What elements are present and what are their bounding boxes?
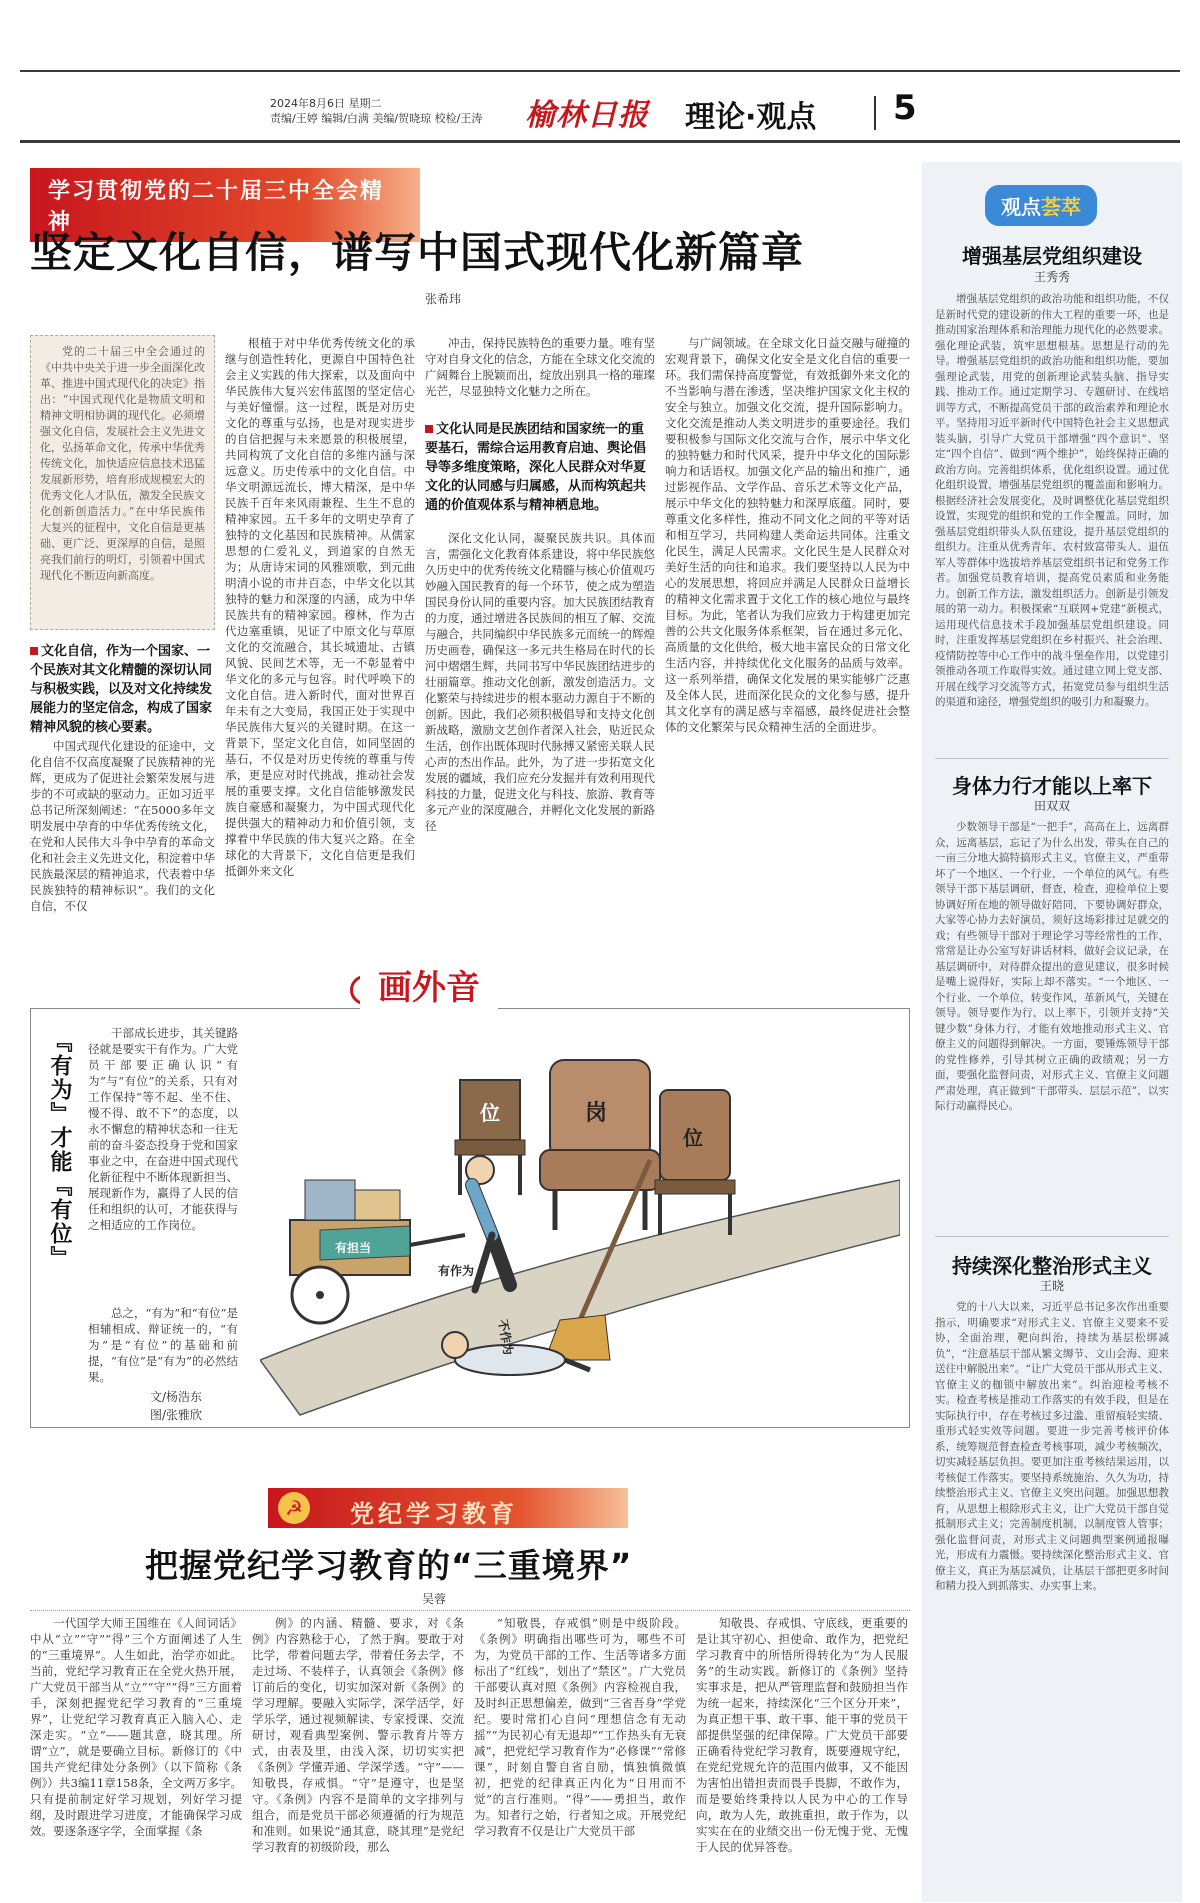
party-article-author: 吴蓉 [422,1592,447,1606]
cartoon-text-1 [88,1025,238,1305]
sidebar-article-1-text: 增强基层党组织的政治功能和组织功能，不仅是新时代党的建设新的伟大工程的重要一环，也是推动国家治理体系和治理能力现代化的必然要求。强化理论武装，筑牢思想根基。思想是行动的先导。增强基层党组织的政治功能和组织功能，要加强理论武装，用党的创新理论武装头脑、指导实践、推动工作。通过定期学习、专题研讨、在线培训等方式，不断提高党员干部的政治素养和理论水平。坚持用习近平新时代中国特色社会主义思想武装头脑，引导广大党员干部增强“四个意识”、坚定“四个自信”、做到“两个维护”，始终保持正确的政治方向。完善组织体系，优化组织设置。通过优化组织设置，增强基层党组织的覆盖面和影响力。根据经济社会发展变化，及时调整优化基层党组织设置，实现党的组织和党的工作全覆盖。同时，加强基层党组织带头人队伍建设，提升基层党组织的组织力。注重从优秀青年、农村致富带头人、退伍军人等群体中选拔培养基层党组织书记和党务工作者。加强党员教育培训，提高党员素质和业务能力。创新工作方法，激发组织活力。创新是引领发展的第一动力。积极探索“互联网+党建”新模式，运用现代信息技术手段加强基层党组织建设。同时，注重发挥基层党组织在乡村振兴、社会治理、疫情防控等中心工作中的战斗堡垒作用，以党建引领推动各项工作取得实效。通过建立网上党支部、开展在线学习交流等方式，拓宽党员参与组织生活的渠道和途径，增强党组织的吸引力和凝聚力。 [935,293,1169,708]
cartoon-text-1-body: 干部成长进步，其关键路径就是要实干有作为。广大党员干部要正确认识“有为”与“有位”的关系，只有对工作保持“等不起、坐不住、慢不得、敢不下”的态度，以永不懈怠的精神状态和一往无前的奋斗姿态投身于党和国家事业之中，在奋进中国式现代化新征程中不断体现新担当、展现新作为，赢得了人民的信任和组织的认可，才能获得与之相适应的工作岗位。 [88,1026,238,1232]
main-article-abstract [30,335,215,630]
chair-left-label: 位 [480,1101,500,1125]
chair-right-icon [655,1090,735,1235]
editor-credits: 责编/王婷 编辑/白满 美编/贺晓琼 校检/王涛 [270,112,483,125]
cartoon-text-2-body: 总之，“有为”和“有位”是相辅相成、辩证统一的，“有为”是“有位”的基础和前提，“有位”是“有为”的必然结果。 [88,1306,238,1384]
party-col-3-text: “知敬畏，存戒惧”则是中级阶段。《条例》明确指出哪些可为，哪些不可为，为党员干部的工作、生活等诸多方面标出了“红线”，划出了“禁区”。广大党员干部要认真对照《条例》内容检视自我，及时纠正思想偏差，做到“三省吾身”学党纪。要时常扪心自问“理想信念有无动摇”“为民初心有无退却”“工作热头有无衰减”，把党纪学习教育作为“必修课”“常修课”，时刻自警自省自励，慎独慎微慎初，把党的纪律真正内化为“日用而不觉”的言行准则。“得”——勇担当，敢作为。知者行之始，行者知之成。开展党纪学习教育不仅是让广大党员干部 [474,1616,686,1838]
cartoon-text-credit: 文/杨浩东 [150,1390,203,1404]
cartoon-illustration [260,1030,900,1420]
sidebar-badge-right: 荟萃 [1041,195,1081,219]
party-col-2-text: 例》的内涵、精髓、要求，对《条例》内容熟稔于心，了然于胸。要敢于对比学，带着问题去学，带着任务去学，不走过场、不装样子，认真领会《条例》修订前后的变化，切实加深对新《条例》的学习理解。要融入实际学，深学活学，好学乐学，通过视频解读、专家授课、交流研讨，观看典型案例、警示教育片等方式，由表及里，由浅入深，切切实实把《条例》学懂弄通、学深学透。“守”——知敬畏，存戒惧。“守”是遵守，也是坚守。《条例》内容不是简单的文字排列与组合，而是党员干部必须遵循的行为规范和准则。如果说“通其意，晓其理”是党纪学习教育的初级阶段，那么 [252,1616,464,1854]
header-rule [20,140,1180,143]
party-article-title: 把握党纪学习教育的“三重境界” [145,1546,633,1585]
sidebar-article-3-title: 持续深化整治形式主义 [952,1254,1152,1278]
lead-marker-icon [30,647,38,655]
chair-mid-label: 岗 [585,1101,608,1126]
main-col-2-text: 根植于对中华优秀传统文化的承继与创造性转化，更源自中国特色社会主义实践的伟大探索，以及面向中华民族伟大复兴宏伟蓝图的坚定信心与美好憧憬。这一过程，既是对历史文化的尊重与弘扬，也是对现实进步的自信把握与未来愿景的积极展望，共同构筑了文化自信的多维内涵与深远意义。历史传承中的文化自信。中华文明源远流长，博大精深，是中华民族千百年来风雨兼程、生生不息的精神家园。五千多年的文明史孕育了独特的文化基因和民族精神。从儒家思想的仁爱礼义，到道家的自然无为；从唐诗宋词的风雅颂歌，到元曲明清小说的市井百态，中华文化以其独特的魅力和深邃的内涵，成为中华民族共有的精神家园。穆林，作为古代边塞重镇，见证了中原文化与草原文化的交流融合，其长城遗址、古镇风貌、民间艺术等，无一不彰显着中华文化的多元与包容。时代呼唤下的文化自信。进入新时代，面对世界百年未有之大变局，我国正处于实现中华民族伟大复兴的关键时期。在这一背景下，坚定文化自信，如同坚固的基石，不仅是对历史传统的尊重与传承，更是应对时代挑战，推动社会发展的重要支撑。文化自信能够激发民族自豪感和凝聚力，为中国式现代化提供强大的精神动力和价值引领，支撑着中华民族的伟大复兴之路。在全球化的大背景下，文化自信更是我们抵御外来文化 [225,336,415,878]
party-article-badge [268,1488,628,1528]
sidebar-badge [985,185,1097,226]
issue-date: 2024年8月6日 星期二 [270,97,382,110]
cartoon-vertical-title: 『有为』才能『有位』 [47,1030,72,1270]
lead-statement-1 [30,642,215,737]
lead-statement-2 [425,420,655,515]
sidebar-article-2-author: 田双双 [1033,799,1070,813]
main-article-col-3b [425,530,655,938]
sidebar-badge-left: 观点 [1001,195,1041,219]
paper-masthead: 榆林日报 [525,98,649,133]
main-article-col-1 [30,738,215,938]
sidebar-article-1-body [935,292,1169,747]
sidebar-article-2-body [935,820,1169,1225]
main-col-4-text: 与广阔领域。在全球文化日益交融与碰撞的宏观背景下，确保文化安全是文化自信的重要一环。我们需保持高度警觉，有效抵御外来文化的不当影响与潜在渗透，坚决维护国家文化主权的安全与独立。加强文化交流，提升国际影响力。文化交流是推动人类文明进步的重要途径。我们要积极参与国际文化交流与合作，展示中华文化的独特魅力和时代风采，提升中华文化的国际影响力和话语权。加强文化产品的输出和推广，通过影视作品、文学作品、音乐艺术等文化产品，展示中华文化的独特魅力和深厚底蕴。同时，要尊重文化多样性，推动不同文化之间的平等对话和相互学习，共同构建人类命运共同体。注重文化民生，满足人民需求。文化民生是人民群众对美好生活的向往和追求。我们要坚持以人民为中心的发展思想，将回应并满足人民群众日益增长的精神文化需求置于文化工作的核心地位与最终目标。为此，笔者认为我们应致力于构建更加完善的公共文化服务体系框架，旨在通过多元化、高质量的文化供给，极大地丰富民众的日常文化生活内容，并持续优化文化服务的品质与效率。这一系列举措，确保文化发展的果实能够广泛惠及全体人民，进而深化民众的文化参与感，提升其文化享有的满足感与幸福感，最终促进社会整体的文化繁荣与民众精神生活的全面进步。 [665,336,910,734]
party-article-col-4 [696,1615,908,1895]
sidebar-article-3-author: 王晓 [1039,1279,1064,1293]
party-article-col-2 [252,1615,464,1895]
lead-text-2: 文化认同是民族团结和国家统一的重要基石，需综合运用教育启迪、舆论倡导等多维度策略，深化人民群众对华夏文化的认同感与归属感，从而构筑起共通的价值观体系与精神栖息地。 [425,422,647,513]
cartoon-image-credit: 图/张雅欣 [150,1408,203,1422]
page-number: 5 [893,88,917,128]
sidebar-article-2-text: 少数领导干部是“一把手”，高高在上，远离群众，远离基层，忘记了为什么出发，带头在自己的一亩三分地大搞特搞形式主义，官僚主义，严重带坏了一个地区、一个行业，一个单位的风气。有些领导干部下基层调研，督查，检查，迎检单位上要协调好所在地的领导做好陪同，下要协调好群众，大家等心协力去好演员，须好这场彩排过足就交的戏；有些领导干部对于理论学习等经常性的工作，常常是让办公室写好讲话材料，做好会议记录，在基层调研中，对待群众提出的意见建议，很多时候是嘴上说得好，实际上却不落实。“一个地区、一个行业、一个单位，转变作风，革新风气，关键在领导。领导要作为行，以上率下，引领并支持“关键少数”身体力行，才能有效地推动形式主义、官僚主义的问题得到解决。一方面，要锤炼领导干部的党性修养，引导其树立正确的政绩观；另一方面，要强化监督问责，对形式主义、官僚主义问题严肃处理，真正做到“干部带头、层层示范”，以实际行动赢得民心。 [935,821,1169,1112]
sidebar-rule-2 [935,1236,1169,1237]
party-col-1-text: 一代国学大师王国维在《人间词话》中从“立”“守”“得”三个方面阐述了人生的“三重境界”。人生如此，治学亦如此。当前，党纪学习教育正在全党火热开展，广大党员干部当从“立”“守”“得”三方面着手，深刻把握党纪学习教育的“三重境界”，让党纪学习教育真正入脑入心、走深走实。“立”——题其意，晓其理。所谓“立”，就是要确立目标。新修订的《中国共产党纪律处分条例》（以下简称《条例》）共3编11章158条，全文两万多字。只有提前制定好学习规划，列好学习提纲，及时跟进学习进度，才能确保学习成效。要逐条逐字学，全面掌握《条 [30,1616,242,1838]
lead-text-1: 文化自信，作为一个国家、一个民族对其文化精髓的深切认同与积极实践，以及对文化持续发展能力的坚定信念，构成了国家精神风貌的核心要素。 [30,644,213,735]
main-col-1-text: 中国式现代化建设的征途中，文化自信不仅高度凝聚了民族精神的光辉，更成为了促进社会繁荣发展与进步的不可或缺的驱动力。正如习近平总书记所深刻阐述：“在5000多年文明发展中孕育的中华优秀传统文化，在党和人民伟大斗争中孕育的革命文化和社会主义先进文化，积淀着中华民族最深层的精神追求，代表着中华民族独特的精神标识”。我们的文化自信，不仅 [30,739,215,913]
sidebar-article-2-title: 身体力行才能以上率下 [952,774,1152,798]
main-article-col-4 [665,335,910,938]
main-article-title: 坚定文化自信，谱写中国式现代化新篇章 [30,228,805,277]
sidebar-article-1-title: 增强基层党组织建设 [962,244,1142,268]
cartoon-credits [150,1388,202,1424]
sidebar-article-1-author: 王秀秀 [1033,270,1070,284]
main-article-col-3a [425,335,655,415]
lead-marker-icon [425,425,433,433]
main-article-ribbon: 学习贯彻党的二十届三中全会精神 [30,168,420,242]
abstract-text: 党的二十届三中全会通过的《中共中央关于进一步全面深化改革、推进中国式现代化的决定》指出：“中国式现代化是物质文明和精神文明相协调的现代化。必须增强文化自信，发展社会主义先进文化，弘扬革命文化，传承中华优秀传统文化，加快适应信息技术迅猛发展新形势，培育形成规模宏大的优秀文化人才队伍，激发全民族文化创新创造活力。”在中华民族伟大复兴的征程中，文化自信是更基础、更广泛、更深厚的自信，是照亮我们前行的明灯，引领着中国式现代化不断迈向新高度。 [40,345,205,582]
header-separator [874,96,876,130]
lying-label: 不作为 [495,1318,516,1357]
main-article-author: 张希玮 [425,292,462,306]
top-rule [20,70,1180,72]
party-article-rule [30,1610,910,1611]
party-article-col-1 [30,1615,242,1895]
sidebar-article-3-text: 党的十八大以来，习近平总书记多次作出重要指示，明确要求“对形式主义、官僚主义要来不妥协，全面治理，靶向纠治，持续为基层松绑减负”，“注意基层干部从繁文缛节、文山会海、迎来送往中解脱出来”。“让广大党员干部从形式主义、官僚主义的枷锁中解放出来”。纠治迎检考核不实。检查考核是推动工作落实的有效手段，但是在实际执行中，存在考核过多过滥、重留痕轻实绩、重形式轻实效等问题。要进一步完善考核评价体系，统筹规范督查检查考核事项，减少考核频次，切实减轻基层负担。要更加注重考核结果运用，以考核促工作落实。要坚持系统施治、久久为功，持续整治形式主义、官僚主义突出问题。加强思想教育，从思想上根除形式主义，让广大党员干部自觉抵制形式主义；完善制度机制，以制度管人管事；强化监督问责，对形式主义问题典型案例通报曝光，形成有力震慑。要持续深化整治形式主义、官僚主义，真正为基层减负，让基层干部把更多时间和精力投入到抓落实、办实事上来。 [935,1301,1169,1592]
cart-label: 有担当 [335,1241,372,1255]
party-col-4-text: 知敬畏、存戒惧、守底线，更重要的是让其守初心、担使命、敢作为，把党纪学习教育中的所悟所得转化为“为人民服务”的生动实践。新修订的《条例》坚持实事求是，把从严管理监督和鼓励担当作为统一起来，持续深化“三个区分开来”，为真正想干事、敢干事、能干事的党员干部提供坚强的纪律保障。广大党员干部要正确看待党纪学习教育，既要遵规守纪，在党纪党规允许的范围内做事，又不能因为害怕出错担责而畏手畏脚，不敢作为，而是要始终秉持以人民为中心的工作导向，敢为人先，敢挑重担，敢于作为，以实实在在的业绩交出一份无愧于党、无愧于人民的优异答卷。 [696,1616,908,1854]
cartoon-heading: 画外音 [360,960,498,1009]
sidebar-rule-1 [935,758,1169,759]
chair-right-label: 位 [683,1126,703,1150]
main-col-3b-text: 深化文化认同，凝聚民族共识。具体而言，需强化文化教育体系建设，将中华民族悠久历史中的优秀传统文化精髓与核心价值观巧妙融入国民教育的每一个环节，使之成为塑造国民身份认同的重要内容。加大民族团结教育的力度，通过增进各民族间的相互了解、交流与融合，共同编织中华民族多元而统一的辉煌历史画卷，确保这一多元共生格局在时代的长河中熠熠生辉，共同书写中华民族团结进步的壮丽篇章。推动文化创新，激发创造活力。文化繁荣与持续进步的根本驱动力源自于不断的创新。因此，我们必须积极倡导和支持文化创新战略，激励文艺创作者深入社会，贴近民众生活，创作出既体现时代脉搏又紧密关联人民心声的杰出作品。此外，为了进一步拓宽文化发展的疆域，我们应充分发掘并有效利用现代科技的力量，促进文化与科技、旅游、教育等多元产业的深度融合，并孵化文化发展的新路径 [425,531,655,833]
sidebar-article-3-body [935,1300,1169,1890]
armchair-icon [540,1060,660,1230]
party-emblem-icon: ☭ [278,1492,310,1524]
main-col-3a-text: 冲击，保持民族特色的重要力量。唯有坚守对自身文化的信念，方能在全球文化交流的广阔舞台上脱颖而出，绽放出别具一格的璀璨光芒，尽显独特文化魅力之所在。 [425,336,655,398]
section-title: 理论·观点 [685,100,817,135]
main-article-col-2 [225,335,415,938]
party-badge-text: 党纪学习教育 [350,1500,518,1528]
header-meta [270,96,510,126]
party-article-col-3 [474,1615,686,1895]
cartoon-text-2 [88,1305,238,1385]
worker-label: 有作为 [438,1264,475,1278]
